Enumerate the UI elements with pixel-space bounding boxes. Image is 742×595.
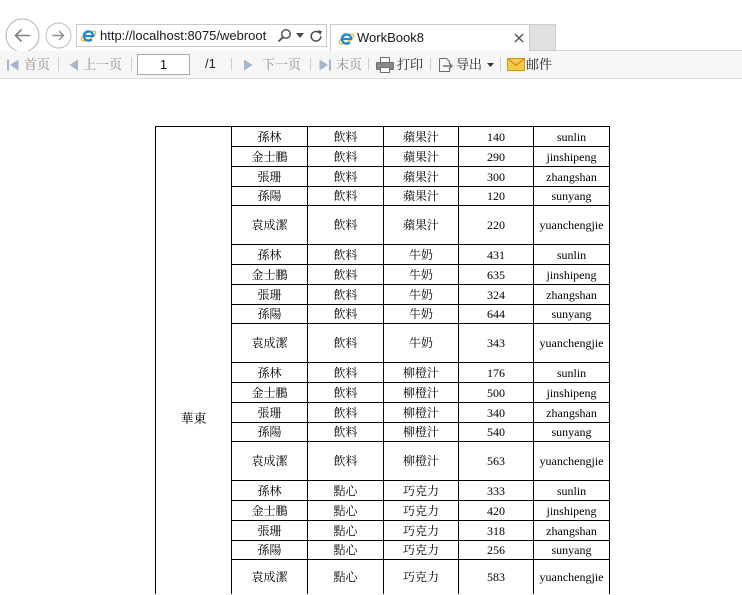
first-page-label: 首页 [24, 56, 51, 72]
cell-name: 袁成潔 [232, 324, 308, 363]
cell-category: 飲料 [308, 305, 384, 324]
next-page-label: 下一页 [262, 56, 302, 72]
last-page-icon [319, 59, 331, 71]
cell-username: sunyang [534, 187, 610, 206]
cell-product: 巧克力 [384, 481, 459, 501]
cell-category: 飲料 [308, 147, 384, 167]
cell-category: 飲料 [308, 324, 384, 363]
toolbar-separator [131, 58, 132, 71]
toolbar-separator [500, 58, 501, 71]
cell-username: sunyang [534, 541, 610, 560]
cell-region: 華東 [156, 127, 232, 594]
cell-quantity: 318 [459, 521, 534, 541]
cell-product: 巧克力 [384, 541, 459, 560]
cell-name: 袁成潔 [232, 442, 308, 481]
next-page-button[interactable] [244, 51, 301, 78]
cell-quantity: 540 [459, 423, 534, 442]
cell-category: 飲料 [308, 423, 384, 442]
cell-username: yuanchengjie [534, 324, 610, 363]
prev-page-label: 上一页 [83, 56, 123, 72]
cell-product: 巧克力 [384, 560, 459, 594]
next-page-icon [244, 59, 253, 71]
printer-icon [376, 57, 394, 73]
cell-category: 點心 [308, 541, 384, 560]
forward-arrow-icon [45, 22, 72, 49]
cell-quantity: 583 [459, 560, 534, 594]
refresh-icon[interactable] [309, 28, 323, 43]
cell-quantity: 290 [459, 147, 534, 167]
cell-product: 蘋果汁 [384, 127, 459, 147]
cell-product: 牛奶 [384, 245, 459, 265]
cell-username: sunlin [534, 245, 610, 265]
toolbar-separator [58, 58, 59, 71]
cell-category: 飲料 [308, 245, 384, 265]
cell-product: 柳橙汁 [384, 423, 459, 442]
cell-username: sunlin [534, 127, 610, 147]
cell-username: jinshipeng [534, 265, 610, 285]
chevron-down-icon [487, 63, 494, 67]
cell-username: jinshipeng [534, 147, 610, 167]
cell-username: zhangshan [534, 403, 610, 423]
toolbar-separator [430, 58, 431, 71]
cell-category: 飲料 [308, 442, 384, 481]
cell-category: 點心 [308, 501, 384, 521]
cell-quantity: 644 [459, 305, 534, 324]
cell-quantity: 333 [459, 481, 534, 501]
cell-name: 孫林 [232, 127, 308, 147]
cell-quantity: 343 [459, 324, 534, 363]
export-button[interactable] [437, 51, 494, 78]
cell-product: 牛奶 [384, 305, 459, 324]
page-number-input[interactable] [137, 54, 190, 75]
toolbar-separator [231, 58, 232, 71]
cell-quantity: 563 [459, 442, 534, 481]
cell-name: 孫陽 [232, 541, 308, 560]
cell-name: 張珊 [232, 403, 308, 423]
cell-category: 飲料 [308, 127, 384, 147]
cell-quantity: 635 [459, 265, 534, 285]
cell-product: 牛奶 [384, 265, 459, 285]
first-page-icon [7, 59, 19, 71]
cell-username: sunlin [534, 363, 610, 383]
prev-page-button[interactable] [69, 51, 122, 78]
cell-category: 飲料 [308, 206, 384, 245]
cell-category: 飲料 [308, 167, 384, 187]
address-dropdown-chevron-icon[interactable] [296, 33, 304, 38]
table-row [156, 127, 610, 147]
cell-category: 飲料 [308, 403, 384, 423]
toolbar-separator [310, 58, 311, 71]
report-viewport [0, 79, 742, 595]
toolbar-separator [368, 58, 369, 71]
cell-name: 張珊 [232, 521, 308, 541]
cell-username: yuanchengjie [534, 206, 610, 245]
cell-name: 張珊 [232, 285, 308, 305]
back-arrow-icon [5, 18, 40, 53]
cell-product: 牛奶 [384, 285, 459, 305]
cell-username: yuanchengjie [534, 560, 610, 594]
back-button[interactable] [5, 18, 40, 53]
report-table [155, 126, 610, 594]
address-input[interactable] [100, 26, 272, 45]
cell-category: 飲料 [308, 265, 384, 285]
cell-name: 孫陽 [232, 305, 308, 324]
cell-username: jinshipeng [534, 383, 610, 403]
cell-quantity: 220 [459, 206, 534, 245]
address-bar[interactable] [76, 24, 327, 47]
cell-name: 張珊 [232, 167, 308, 187]
cell-quantity: 324 [459, 285, 534, 305]
new-tab-button[interactable] [530, 24, 556, 51]
cell-product: 蘋果汁 [384, 187, 459, 206]
cell-name: 孫林 [232, 245, 308, 265]
ie-logo-icon [338, 30, 355, 47]
email-label: 邮件 [526, 56, 553, 72]
cell-name: 孫林 [232, 363, 308, 383]
forward-button[interactable] [45, 22, 72, 49]
last-page-button[interactable] [319, 51, 362, 78]
cell-product: 蘋果汁 [384, 167, 459, 187]
cell-category: 點心 [308, 521, 384, 541]
print-button[interactable] [376, 51, 423, 78]
cell-username: zhangshan [534, 285, 610, 305]
cell-name: 袁成潔 [232, 560, 308, 594]
mail-icon [507, 58, 525, 71]
cell-name: 金士鵬 [232, 501, 308, 521]
page-total: /1 [205, 56, 216, 71]
cell-category: 飲料 [308, 187, 384, 206]
cell-username: zhangshan [534, 167, 610, 187]
cell-product: 柳橙汁 [384, 363, 459, 383]
cell-name: 孫陽 [232, 187, 308, 206]
cell-category: 飲料 [308, 383, 384, 403]
last-page-label: 末页 [336, 56, 363, 72]
cell-quantity: 140 [459, 127, 534, 147]
report-toolbar [0, 51, 742, 79]
cell-username: jinshipeng [534, 501, 610, 521]
cell-product: 柳橙汁 [384, 383, 459, 403]
browser-tab[interactable] [330, 24, 530, 51]
search-icon[interactable] [277, 28, 292, 43]
cell-name: 袁成潔 [232, 206, 308, 245]
email-button[interactable] [507, 51, 552, 78]
export-icon [437, 57, 453, 73]
cell-category: 點心 [308, 481, 384, 501]
cell-quantity: 431 [459, 245, 534, 265]
cell-category: 飲料 [308, 363, 384, 383]
cell-product: 蘋果汁 [384, 147, 459, 167]
print-label: 打印 [397, 56, 424, 72]
cell-name: 金士鵬 [232, 147, 308, 167]
cell-quantity: 256 [459, 541, 534, 560]
first-page-button[interactable] [7, 51, 50, 78]
cell-username: yuanchengjie [534, 442, 610, 481]
report-body [156, 127, 610, 594]
prev-page-icon [69, 59, 78, 71]
cell-username: sunyang [534, 423, 610, 442]
ie-logo-icon [80, 27, 97, 44]
cell-username: sunlin [534, 481, 610, 501]
cell-username: zhangshan [534, 521, 610, 541]
cell-category: 飲料 [308, 285, 384, 305]
cell-product: 牛奶 [384, 324, 459, 363]
export-label: 导出 [456, 56, 483, 72]
cell-quantity: 176 [459, 363, 534, 383]
cell-name: 孫陽 [232, 423, 308, 442]
cell-quantity: 120 [459, 187, 534, 206]
cell-quantity: 420 [459, 501, 534, 521]
cell-quantity: 340 [459, 403, 534, 423]
cell-product: 柳橙汁 [384, 403, 459, 423]
cell-product: 巧克力 [384, 521, 459, 541]
cell-category: 點心 [308, 560, 384, 594]
cell-username: sunyang [534, 305, 610, 324]
cell-name: 金士鵬 [232, 265, 308, 285]
cell-product: 巧克力 [384, 501, 459, 521]
cell-product: 蘋果汁 [384, 206, 459, 245]
cell-quantity: 300 [459, 167, 534, 187]
cell-name: 金士鵬 [232, 383, 308, 403]
cell-quantity: 500 [459, 383, 534, 403]
tab-title: WorkBook8 [357, 30, 424, 45]
close-icon[interactable] [514, 33, 524, 43]
cell-product: 柳橙汁 [384, 442, 459, 481]
cell-name: 孫林 [232, 481, 308, 501]
